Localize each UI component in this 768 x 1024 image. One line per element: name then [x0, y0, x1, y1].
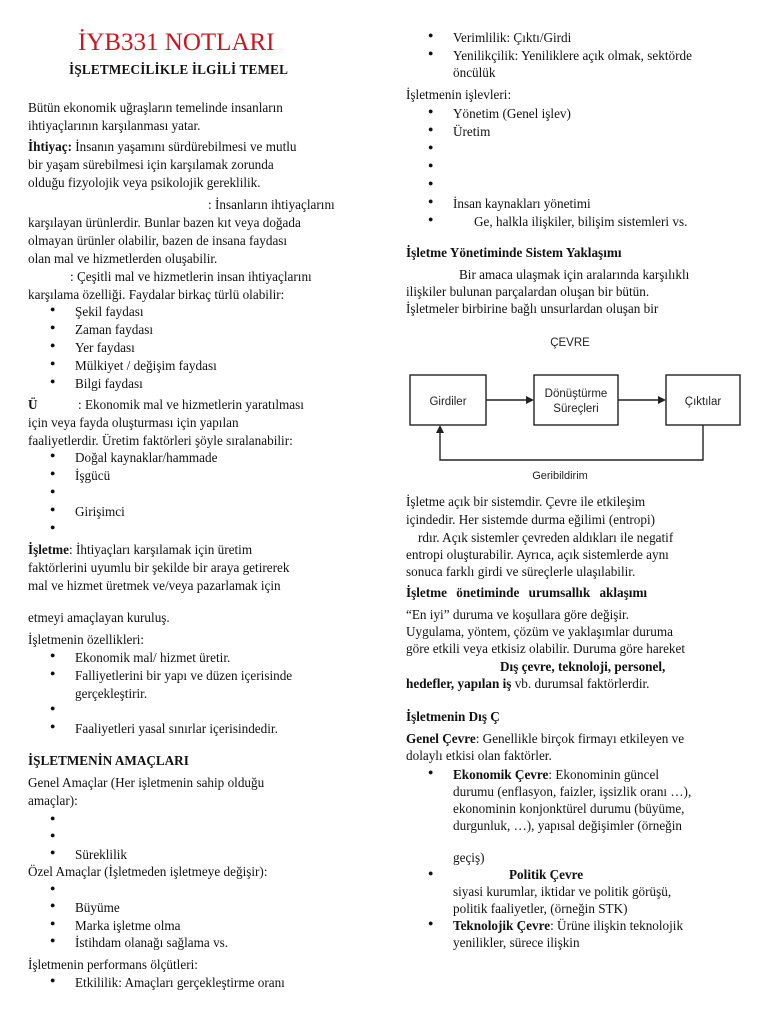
system-diagram: [400, 330, 760, 490]
ihtiyac-line-2: bir yaşam sürebilmesi için karşılamak zorunda: [28, 157, 274, 172]
donusturme-box: [534, 375, 618, 425]
genel-cevre-label: Genel Çevre: [406, 731, 476, 746]
durumsal-bold-1: Dış çevre, teknoloji, personel,: [500, 659, 666, 674]
ihtiyac-line-1: [28, 138, 297, 156]
politik-line-2: politik faaliyetler, (örneğin STK): [453, 901, 628, 916]
durumsal-heading: İşletme önetiminde urumsallık aklaşımı: [406, 585, 648, 600]
ekonomik-line-4: durgunluk, …), yapısal değişimler (örneğin: [453, 818, 683, 833]
ozellik-item: Ekonomik mal/ hizmet üretir.: [75, 650, 231, 665]
faktor-item: Girişimci: [75, 504, 125, 519]
islev-item: Üretim: [453, 124, 491, 139]
ihtiyac-line-3: olduğu fizyolojik veya psikolojik gereklilik.: [28, 175, 261, 190]
feedback-loop: [440, 425, 703, 460]
ekonomik-text: : Ekonominin güncel: [548, 767, 659, 782]
durumsal-line-2: Uygulama, yöntem, çözüm ve yaklaşımlar duruma: [406, 624, 673, 639]
uretim-letter: Ü: [28, 397, 38, 412]
acik-line-3: rdır. Açık sistemler çevreden aldıkları ile negatif: [418, 530, 674, 545]
arrow-head: [526, 396, 534, 404]
faktor-item: İşgücü: [75, 468, 111, 483]
ozel-item: İstihdam olanağı sağlama vs.: [75, 935, 229, 950]
acik-line-5: sonuca farklı girdi ve süreçlerle ulaşılabilir.: [406, 564, 636, 579]
isletme-line-2: faktörlerini uyumlu bir şekilde bir araya getirerek: [28, 560, 290, 575]
ekonomik-line-5: geçiş): [453, 850, 485, 865]
diagram-cevre-label: ÇEVRE: [550, 337, 590, 349]
ihtiyac-text: İnsanın yaşamını sürdürebilmesi ve mutlu: [71, 139, 297, 154]
ekonomik-line-3: ekonominin konjonktürel durumu (büyüme,: [453, 801, 685, 816]
fayda-item: Şekil faydası: [75, 304, 144, 319]
fayda-item: Yer faydası: [75, 340, 135, 355]
ekonomik-label: Ekonomik Çevre: [453, 767, 549, 782]
isletme-line-1: [28, 541, 252, 559]
donusturme-label-2: Süreçleri: [553, 403, 599, 415]
teknolojik-text: : Ürüne ilişkin teknolojik: [550, 918, 684, 933]
durumsal-line-5: [406, 675, 649, 693]
isletme-line-4: etmeyi amaçlayan kuruluş.: [28, 610, 170, 625]
mal-line-1: : İnsanların ihtiyaçlarını: [208, 197, 335, 212]
fayda-line-1: : Çeşitli mal ve hizmetlerin insan ihtiyaçlarını: [70, 269, 312, 284]
genel-cevre-line-1: [406, 730, 684, 748]
fayda-item: Bilgi faydası: [75, 376, 143, 391]
genel-cevre-line-2: dolaylı etkisi olan faktörler.: [406, 748, 552, 763]
politik-line-1: siyasi kurumlar, iktidar ve politik görüşü,: [453, 884, 672, 899]
teknolojik-line-2: yenilikler, sürece ilişkin: [453, 935, 580, 950]
mal-line-4: olan mal ve hizmetlerden oluşabilir.: [28, 251, 218, 266]
fayda-line-2: karşılama özelliği. Faydalar birkaç türlü olabilir:: [28, 287, 285, 302]
sistem-line-2: ilişkiler bulunan parçalardan oluşan bir bütün.: [406, 284, 650, 299]
isletme-text: : İhtiyaçları karşılamak için üretim: [69, 542, 253, 557]
donusturme-label-1: Dönüştürme: [544, 388, 608, 400]
ozel-item: Marka işletme olma: [75, 918, 181, 933]
politik-label: Politik Çevre: [509, 867, 584, 882]
acik-line-2: içindedir. Her sistemde durma eğilimi (entropi): [406, 512, 656, 527]
fayda-item: Mülkiyet / değişim faydası: [75, 358, 217, 373]
fayda-item: Zaman faydası: [75, 322, 153, 337]
genel-cevre-text: : Genellikle birçok firmayı etkileyen ve: [475, 731, 685, 746]
arrow-head: [436, 425, 444, 433]
ozel-item: Büyüme: [75, 900, 120, 915]
uretim-line-3: faaliyetlerdir. Üretim faktörleri şöyle sıralanabilir:: [28, 433, 293, 448]
intro-line-1: Bütün ekonomik uğraşların temelinde insanların: [28, 100, 283, 115]
genel-item: Süreklilik: [75, 847, 128, 862]
islev-item: Ge, halkla ilişkiler, bilişim sistemleri vs.: [474, 214, 688, 229]
durumsal-line-1: “En iyi” duruma ve koşullara göre değişir.: [406, 607, 630, 622]
ozellik-heading: İşletmenin özellikleri:: [28, 632, 145, 647]
top-item: Yenilikçilik: Yeniliklere açık olmak, sektörde: [453, 48, 692, 63]
isletme-line-3: mal ve hizmet üretmek ve/veya pazarlamak için: [28, 578, 281, 593]
durumsal-bold-2: hedefler, yapılan iş: [406, 676, 512, 691]
geribildirim-label: Geribildirim: [532, 470, 588, 482]
genel-amac-line-1: Genel Amaçlar (Her işletmenin sahip olduğu: [28, 775, 265, 790]
uretim-line-2: için veya fayda oluşturması için yapılan: [28, 415, 239, 430]
ekonomik-line-2: durumu (enflasyon, faizler, işsizlik oranı …),: [453, 784, 692, 799]
performans-item: Etkililik: Amaçları gerçekleştirme oranı: [75, 975, 285, 990]
ozellik-item: Falliyetlerini bir yapı ve düzen içerisinde: [75, 668, 293, 683]
islev-item: İnsan kaynakları yönetimi: [453, 196, 591, 211]
top-item-cont: öncülük: [453, 65, 496, 80]
genel-amac-line-2: amaçlar):: [28, 793, 78, 808]
page-subtitle: İŞLETMECİLİKLE İLGİLİ TEMEL: [69, 62, 289, 77]
ozellik-item: Faaliyetleri yasal sınırlar içerisindedir.: [75, 721, 278, 736]
teknolojik-label: Teknolojik Çevre: [453, 918, 551, 933]
ekonomik-line-1: [453, 766, 659, 784]
durumsal-line-3: göre etkili veya etkisiz olabilir. Duruma göre hareket: [406, 641, 686, 656]
ciktilar-label: Çıktılar: [684, 396, 722, 408]
islev-item: Yönetim (Genel işlev): [453, 106, 571, 121]
arrow-head: [658, 396, 666, 404]
teknolojik-line-1: [453, 917, 683, 935]
ozellik-item-cont: gerçekleştirir.: [75, 686, 148, 701]
mal-line-2: karşılayan ürünlerdir. Bunlar bazen kıt veya doğada: [28, 215, 301, 230]
uretim-line-1: : Ekonomik mal ve hizmetlerin yaratılması: [78, 397, 304, 412]
dis-cevre-heading: İşletmenin Dış Ç: [406, 709, 500, 724]
sistem-line-3: İşletmeler birbirine bağlı unsurlardan oluşan bir: [406, 301, 659, 316]
islev-heading: İşletmenin işlevleri:: [406, 87, 512, 102]
girdiler-label: Girdiler: [429, 396, 467, 408]
ozel-amac: Özel Amaçlar (İşletmeden işletmeye değişir):: [28, 864, 268, 879]
performans-heading: İşletmenin performans ölçütleri:: [28, 957, 198, 972]
mal-line-3: olmayan ürünler olabilir, bazen de insana faydası: [28, 233, 288, 248]
durumsal-tail: vb. durumsal faktörlerdir.: [511, 676, 650, 691]
page-title: İYB331 NOTLARI: [78, 29, 275, 56]
isletme-label: İşletme: [28, 542, 70, 557]
sistem-line-1: Bir amaca ulaşmak için aralarında karşılıklı: [459, 267, 690, 282]
top-item: Verimlilik: Çıktı/Girdi: [453, 30, 572, 45]
faktor-item: Doğal kaynaklar/hammade: [75, 450, 218, 465]
intro-line-2: ihtiyaçlarının karşılanması yatar.: [28, 118, 201, 133]
sistem-heading: İşletme Yönetiminde Sistem Yaklaşımı: [406, 245, 622, 260]
amac-heading: İŞLETMENİN AMAÇLARI: [28, 753, 189, 768]
acik-line-4: entropi oluşturabilir. Ayrıca, açık sistemlerde aynı: [406, 547, 669, 562]
acik-line-1: İşletme açık bir sistemdir. Çevre ile etkileşim: [406, 494, 646, 509]
ihtiyac-label: İhtiyaç:: [28, 139, 72, 154]
